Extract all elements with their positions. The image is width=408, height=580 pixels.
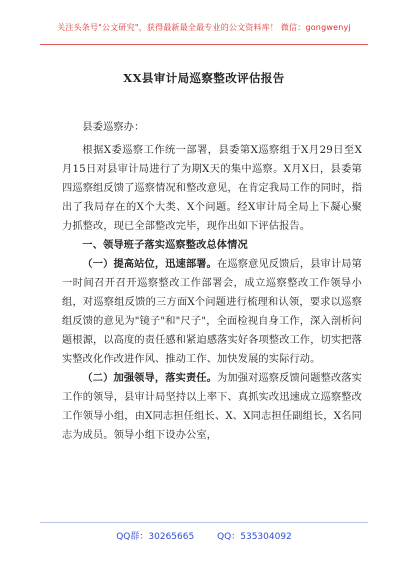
footer-qq-group: QQ群：30265665 bbox=[116, 532, 195, 542]
document-body bbox=[62, 118, 362, 445]
footer bbox=[0, 529, 408, 542]
paragraph-intro: 根据X委巡察工作统一部署，县委第X巡察组于X月29日至X月15日对县审计局进行了为期X天的集中巡察。X月X日，县委第四巡察组反馈了巡察情况和整改意见，在肯定我局工作的同时，指出了我局存在的X个大类、X个问题。经X审计局全局上下凝心聚力抓整改，现已全部整改完毕，现作出如下评估报告。 bbox=[62, 145, 362, 232]
paragraph-leadership bbox=[62, 369, 362, 445]
paragraph-deployment-lead: （一）提高站位，迅速部署。 bbox=[82, 258, 218, 270]
footer-divider bbox=[40, 522, 368, 523]
document-title: XX县审计局巡察整改评估报告 bbox=[123, 71, 285, 85]
header-banner: 关注头条号"公文研究"，获得最新最全最专业的公文资料库！ 微信：gongwenyj bbox=[57, 23, 351, 32]
paragraph-deployment-body: 在巡察意见反馈后，县审计局第一时间召开召开巡察整改工作部署会，成立巡察整改工作领导小组，对巡察组反馈的三方面X个问题进行梳理和认领，要求以巡察组反馈的意见为"镜子"和"尺子"，全面检视自身工作，深入剖析问题根源，以高度的责任感和紧迫感落实好各项整改工作，切实把落实整改化作改进作风、推动工作、加快发展的实际行动。 bbox=[62, 259, 362, 365]
header-divider bbox=[40, 44, 368, 45]
paragraph-leadership-body: 为加强对巡察反馈问题整改落实工作的领导，县审计局坚持以上率下、真抓实改迅速成立巡察整改工作领导小组，由X同志担任组长、X、X同志担任副组长，X名同志为成员。领导小组下设办公室， bbox=[62, 373, 362, 441]
footer-qq: QQ：535304092 bbox=[217, 532, 292, 542]
paragraph-deployment bbox=[62, 255, 362, 369]
section-heading-1: 一、领导班子落实巡察整改总体情况 bbox=[82, 239, 248, 251]
paragraph-leadership-lead: （二）加强领导，落实责任。 bbox=[82, 372, 218, 384]
addressee: 县委巡察办： bbox=[82, 122, 145, 133]
